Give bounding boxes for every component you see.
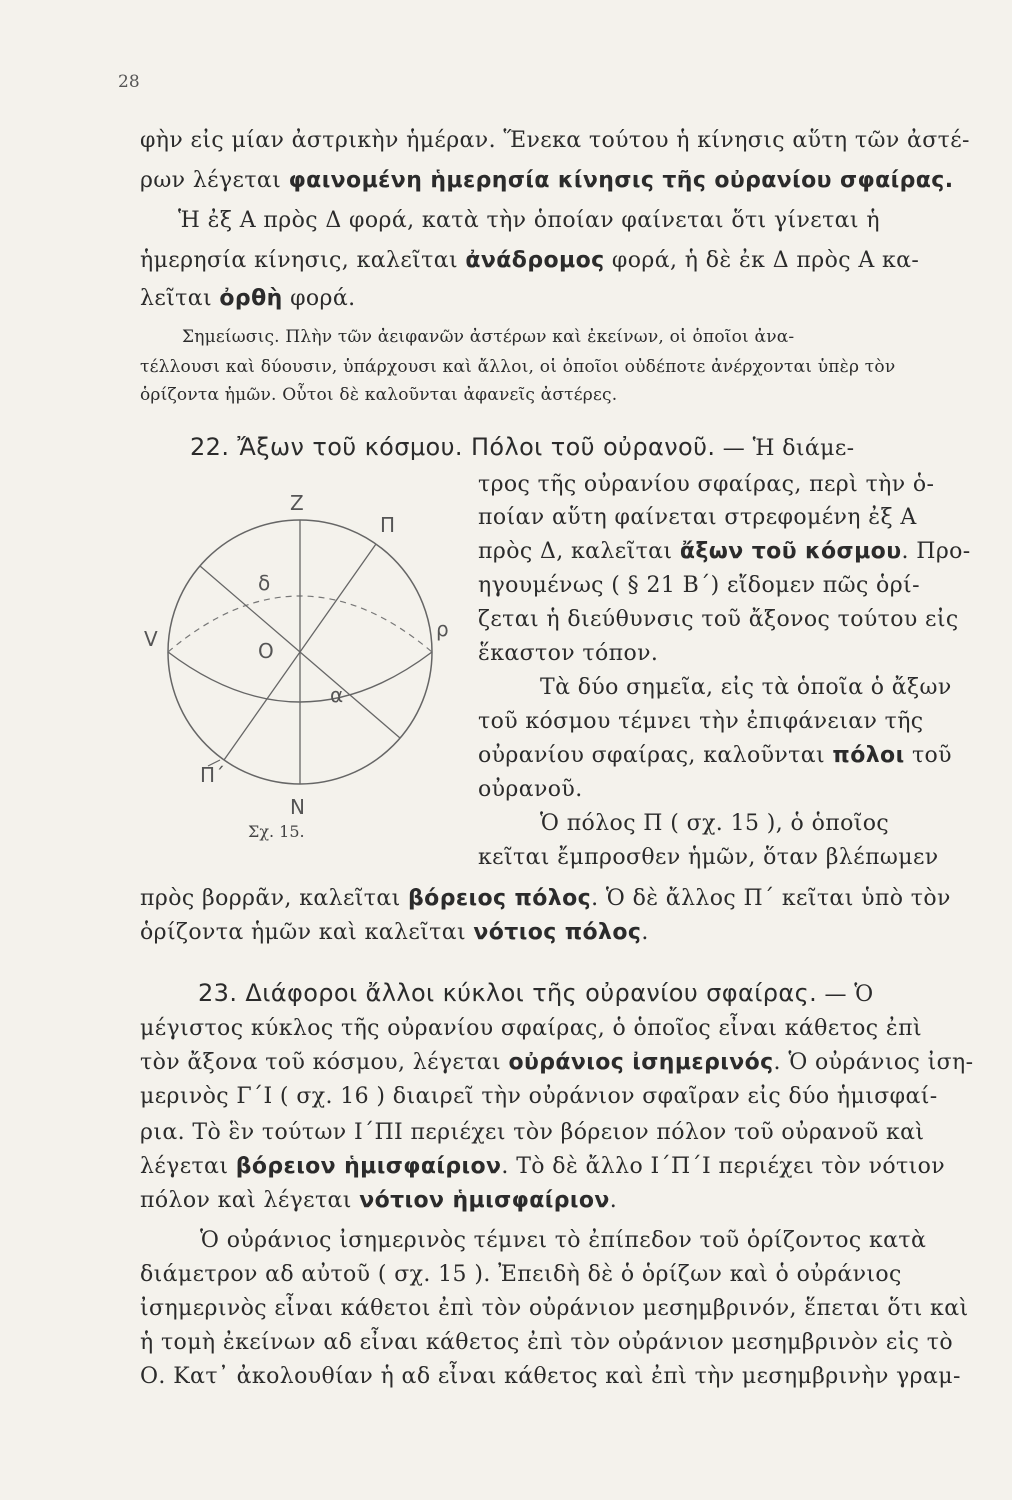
label-v: V	[144, 627, 158, 651]
text-line	[140, 1048, 974, 1078]
text-span: . Προ-	[901, 539, 971, 564]
text-span: οὐρανίου σφαίρας, καλοῦνται	[478, 743, 833, 768]
text-span: πρὸς Δ, καλεῖται	[478, 539, 680, 564]
bold-term: πόλοι	[832, 743, 905, 768]
label-south-pole: Π΄	[200, 763, 226, 787]
text-line	[140, 918, 970, 948]
text-line	[478, 537, 978, 567]
text-span: .	[641, 920, 649, 945]
text-line	[140, 1152, 970, 1182]
text-line: ἕκαστον τόπον.	[478, 641, 659, 666]
label-delta: δ	[258, 571, 271, 595]
section-22-heading-line	[190, 432, 1012, 464]
label-alpha: α	[330, 683, 344, 707]
text-line	[478, 741, 978, 771]
text-line: τρος τῆς οὐρανίου σφαίρας, περὶ τὴν ὁ-	[478, 472, 935, 497]
label-zenith: Z	[290, 491, 304, 515]
text-span: — Ἡ διάμε-	[715, 436, 855, 461]
text-line	[140, 884, 970, 914]
text-span: ὁρίζοντα ἡμῶν καὶ καλεῖται	[140, 920, 474, 945]
text-line: Ο. Κατ᾽ ἀκολουθίαν ἡ αδ εἶναι κάθετος καὶ ἐπὶ τὴν μεσημβρινὴν γραμ-	[140, 1364, 961, 1389]
bold-term: νότιον ἡμισφαίριον	[359, 1188, 610, 1213]
page-number: 28	[118, 72, 140, 92]
figure-caption: Σχ. 15.	[248, 822, 305, 841]
text-span: .	[609, 1188, 618, 1213]
text-span: τοῦ	[904, 743, 952, 768]
text-line: ἰσημερινὸς εἶναι κάθετοι ἐπὶ τὸν οὐράνιον μεσημβρινόν, ἕπεται ὅτι καὶ	[140, 1296, 969, 1321]
text-span: λεῖται	[140, 286, 220, 311]
text-line	[140, 166, 970, 196]
label-center-o: O	[258, 639, 274, 663]
section-heading: 23. Διάφοροι ἄλλοι κύκλοι τῆς οὐρανίου σφαίρας.	[198, 979, 818, 1007]
text-span: ἡμερησία κίνησις, καλεῖται	[140, 248, 466, 273]
celestial-sphere-figure	[140, 480, 470, 820]
text-span: ρων λέγεται	[140, 168, 289, 193]
text-line: μέγιστος κύκλος τῆς οὐρανίου σφαίρας, ὁ ὁποῖος εἶναι κάθετος ἐπὶ	[140, 1016, 922, 1041]
section-23-heading-line	[198, 978, 1012, 1010]
text-line: Ὁ πόλος Π ( σχ. 15 ), ὁ ὁποῖος	[540, 811, 890, 836]
bold-term: φαινομένη ἡμερησία κίνησις τῆς οὐρανίου σφαίρας.	[288, 168, 954, 193]
text-line: οὐρανοῦ.	[478, 777, 583, 802]
bold-term: βόρειον ἡμισφαίριον	[235, 1154, 502, 1179]
text-span: πρὸς βορρᾶν, καλεῖται	[140, 886, 409, 911]
label-rho: ρ	[436, 617, 449, 641]
text-line: Ὁ οὐράνιος ἰσημερινὸς τέμνει τὸ ἐπίπεδον τοῦ ὁρίζοντος κατὰ	[200, 1228, 927, 1253]
bold-term: βόρειος πόλος	[408, 886, 592, 911]
text-line: ζεται ἡ διεύθυνσις τοῦ ἄξονος τούτου εἰς	[478, 607, 959, 632]
text-span: πόλον καὶ λέγεται	[140, 1188, 360, 1213]
label-nadir: N	[290, 795, 305, 819]
text-line: τοῦ κόσμου τέμνει τὴν ἐπιφάνειαν τῆς	[478, 709, 924, 734]
bold-term: οὐράνιος ἰσημερινός	[508, 1050, 774, 1075]
text-line	[140, 126, 970, 156]
text-span: φὴν εἰς μίαν ἀστρικὴν ἡμέραν. Ἕνεκα τούτου ἡ κίνησις αὕτη τῶν ἀστέ-	[140, 128, 970, 153]
note-line: Σημείωσις. Πλὴν τῶν ἀειφανῶν ἀστέρων καὶ ἐκείνων, οἱ ὁποῖοι ἀνα-	[182, 327, 795, 347]
text-span: . Ὁ δὲ ἄλλος Π΄ κεῖται ὑπὸ τὸν	[591, 886, 951, 911]
text-span: φορά.	[282, 286, 356, 311]
text-span: λέγεται	[140, 1154, 236, 1179]
text-span: φορά, ἡ δὲ ἐκ Δ πρὸς Α κα-	[604, 248, 920, 273]
text-span: — Ὁ	[817, 982, 874, 1007]
text-line: ἡ τομὴ ἐκείνων αδ εἶναι κάθετος ἐπὶ τὸν οὐράνιον μεσημβρινὸν εἰς τὸ	[140, 1330, 953, 1355]
text-line	[140, 284, 970, 314]
text-line: διάμετρον αδ αὐτοῦ ( σχ. 15 ). Ἐπειδὴ δὲ ὁ ὁρίζων καὶ ὁ οὐράνιος	[140, 1262, 902, 1287]
text-span: . Τὸ δὲ ἄλλο Ι΄Π΄Ι περιέχει τὸν νότιον	[501, 1154, 946, 1179]
text-line: ηγουμένως ( § 21 Β΄) εἴδομεν πῶς ὁρί-	[478, 573, 920, 598]
text-line	[140, 246, 970, 276]
note-line: ὁρίζοντα ἡμῶν. Οὗτοι δὲ καλοῦνται ἀφανεῖς ἀστέρες.	[140, 385, 618, 405]
text-line: μερινὸς Γ΄Ι ( σχ. 16 ) διαιρεῖ τὴν οὐράνιον σφαῖραν εἰς δύο ἡμισφαί-	[140, 1084, 938, 1109]
note-line: τέλλουσι καὶ δύουσιν, ὑπάρχουσι καὶ ἄλλοι, οἱ ὁποῖοι οὐδέποτε ἀνέρχονται ὑπὲρ τὸν	[140, 357, 896, 377]
text-span: Ἡ ἐξ Α πρὸς Δ φορά, κατὰ τὴν ὁποίαν φαίνεται ὅτι γίνεται ἡ	[178, 208, 880, 233]
text-line: κεῖται ἔμπροσθεν ἡμῶν, ὅταν βλέπωμεν	[478, 845, 939, 870]
bold-term: ἄξων τοῦ κόσμου	[679, 539, 902, 564]
bold-term: νότιος πόλος	[473, 920, 642, 945]
text-span: τὸν ἄξονα τοῦ κόσμου, λέγεται	[140, 1050, 509, 1075]
label-north-pole: Π	[380, 513, 396, 537]
text-span: . Ὁ οὐράνιος ἰση-	[773, 1050, 974, 1075]
text-line: ποίαν αὕτη φαίνεται στρεφομένη ἐξ Α	[478, 505, 917, 530]
text-line	[178, 206, 1008, 236]
bold-term: ὀρθὴ	[219, 286, 283, 311]
text-line	[140, 1186, 970, 1216]
bold-term: ἀνάδρομος	[465, 248, 605, 273]
section-heading: 22. Ἄξων τοῦ κόσμου. Πόλοι τοῦ οὐρανοῦ.	[190, 433, 716, 461]
text-line: Τὰ δύο σημεῖα, εἰς τὰ ὁποῖα ὁ ἄξων	[540, 675, 952, 700]
text-line: ρια. Τὸ ἓν τούτων Ι΄ΠΙ περιέχει τὸν βόρειον πόλον τοῦ οὐρανοῦ καὶ	[140, 1120, 925, 1145]
